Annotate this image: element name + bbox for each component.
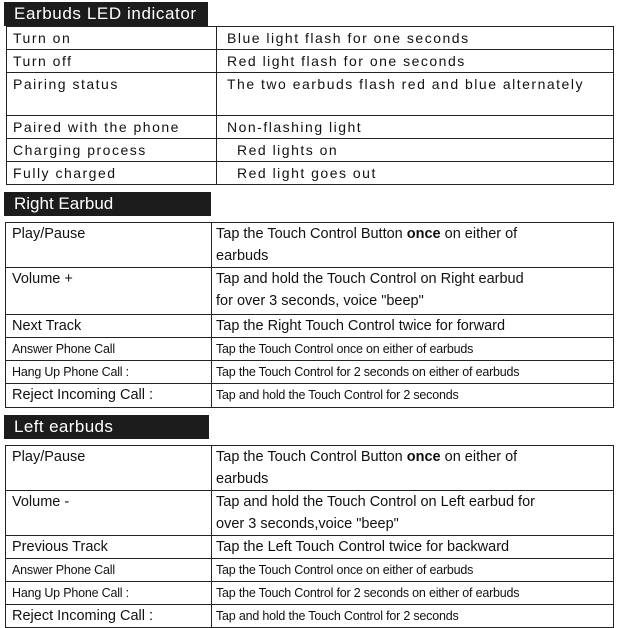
action-label: Volume + (6, 268, 212, 315)
right-earbud-section-title: Right Earbud (4, 192, 211, 216)
action-instruction (212, 491, 614, 536)
action-label: Hang Up Phone Call : (6, 361, 212, 384)
table-row (6, 223, 614, 268)
led-label: Pairing status (7, 73, 217, 116)
instruction-text: over 3 seconds,voice "beep" (216, 516, 399, 532)
led-label: Turn off (7, 50, 217, 73)
action-instruction (212, 268, 614, 315)
instruction-text: on either of (440, 226, 518, 242)
action-instruction: Tap the Left Touch Control twice for backward (212, 536, 614, 559)
instruction-text: for over 3 seconds, voice "beep" (216, 293, 424, 309)
action-instruction: Tap the Touch Control for 2 seconds on either of earbuds (212, 582, 614, 605)
instruction-text: on either of (440, 449, 518, 465)
led-value: Red light flash for one seconds (217, 50, 614, 73)
action-label: Reject Incoming Call : (6, 605, 212, 628)
instruction-text: Tap and hold the Touch Control on Right earbud (216, 271, 524, 287)
table-row (7, 139, 614, 162)
led-value: Non-flashing light (217, 116, 614, 139)
led-label: Fully charged (7, 162, 217, 185)
table-row (6, 536, 614, 559)
table-row (6, 605, 614, 628)
table-row (7, 73, 614, 116)
instruction-text: Tap the Touch Control Button (216, 449, 407, 465)
table-row (6, 559, 614, 582)
table-row (6, 491, 614, 536)
led-value: Red light goes out (217, 162, 614, 185)
left-earbud-section-title: Left earbuds (4, 415, 209, 439)
instruction-text: earbuds (216, 471, 269, 487)
action-label: Answer Phone Call (6, 338, 212, 361)
action-instruction: Tap and hold the Touch Control for 2 seconds (212, 605, 614, 628)
led-label: Charging process (7, 139, 217, 162)
led-value: Red lights on (217, 139, 614, 162)
action-instruction: Tap the Touch Control once on either of earbuds (212, 338, 614, 361)
table-row (6, 582, 614, 605)
action-instruction (212, 223, 614, 268)
led-indicator-table (6, 26, 614, 185)
action-instruction: Tap the Right Touch Control twice for forward (212, 315, 614, 338)
action-label: Volume - (6, 491, 212, 536)
action-label: Answer Phone Call (6, 559, 212, 582)
led-value: Blue light flash for one seconds (217, 27, 614, 50)
instruction-text: Tap the Touch Control Button (216, 226, 407, 242)
led-value: The two earbuds flash red and blue alternately (217, 73, 614, 116)
table-row (6, 268, 614, 315)
action-instruction (212, 446, 614, 491)
led-label: Turn on (7, 27, 217, 50)
action-label: Play/Pause (6, 223, 212, 268)
table-row (6, 384, 614, 408)
table-row (7, 116, 614, 139)
action-label: Play/Pause (6, 446, 212, 491)
left-earbud-table (5, 445, 614, 628)
action-label: Hang Up Phone Call : (6, 582, 212, 605)
instruction-emphasis: once (406, 449, 441, 465)
instruction-emphasis: once (406, 226, 441, 242)
table-row (6, 361, 614, 384)
action-label: Next Track (6, 315, 212, 338)
table-row (7, 50, 614, 73)
action-instruction: Tap the Touch Control for 2 seconds on either of earbuds (212, 361, 614, 384)
action-label: Reject Incoming Call : (6, 384, 212, 408)
table-row (7, 162, 614, 185)
action-instruction: Tap the Touch Control once on either of earbuds (212, 559, 614, 582)
instruction-text: earbuds (216, 248, 269, 264)
instruction-text: Tap and hold the Touch Control on Left earbud for (216, 494, 535, 510)
led-label: Paired with the phone (7, 116, 217, 139)
table-row (7, 27, 614, 50)
led-section-title: Earbuds LED indicator (4, 2, 208, 26)
table-row (6, 338, 614, 361)
table-row (6, 446, 614, 491)
right-earbud-table (5, 222, 614, 408)
action-instruction: Tap and hold the Touch Control for 2 seconds (212, 384, 614, 408)
table-row (6, 315, 614, 338)
action-label: Previous Track (6, 536, 212, 559)
